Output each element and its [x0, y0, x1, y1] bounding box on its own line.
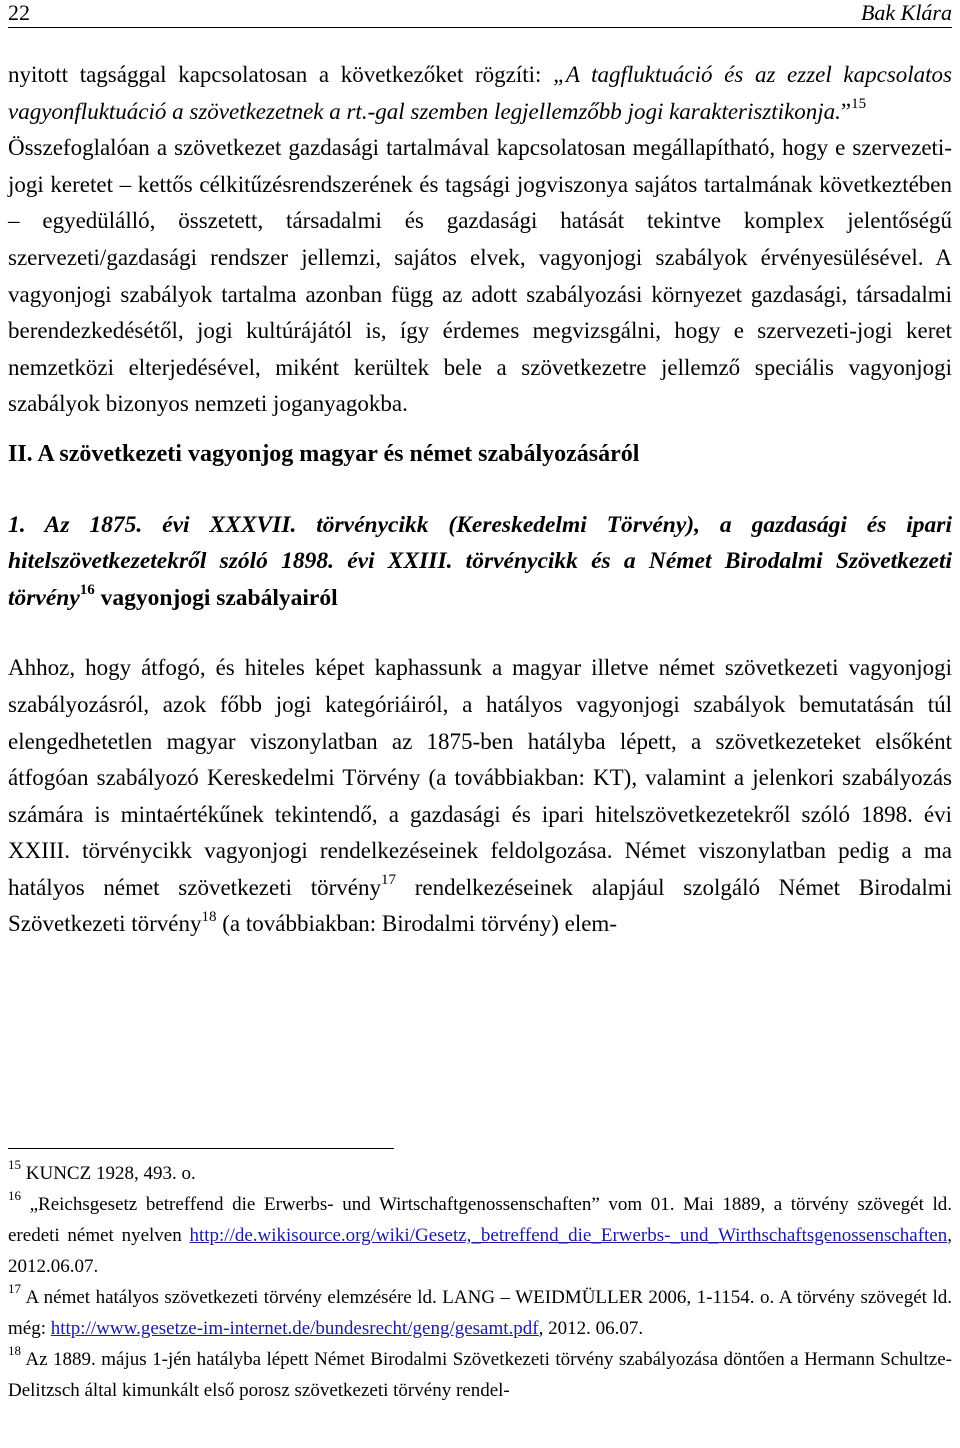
quotation-close: ” — [840, 98, 852, 124]
footnote-16-text: „Reichsgesetz betreffend die Erwerbs- und Wirtschaftgenossenschaften” vom 01. Mai 1889, a törvény szövegét ld. eredeti német nyelven — [8, 1194, 952, 1246]
paragraph-3 — [8, 650, 952, 943]
footnote-separator — [8, 1148, 394, 1149]
page-number: 22 — [8, 0, 30, 25]
main-text — [8, 57, 952, 943]
footnote-16 — [8, 1189, 952, 1282]
footnote-17-link[interactable]: http://www.gesetze-im-internet.de/bundesrecht/geng/gesamt.pdf — [50, 1318, 539, 1339]
footnote-15 — [8, 1158, 952, 1189]
paragraph-2: Összefoglalóan a szövetkezet gazdasági tartalmával kapcsolatosan megállapítható, hogy e szervezeti-jogi keretet – kettős célkitűzésrendszerének és tagsági jogviszonya sajátos tartalmának következtében – egyedülálló, összetett, társadalmi és gazdasági hatását tekintve komplex jelentőségű szervezeti/gazdasági rendszer jellemzi, sajátos elvek, vagyonjogi szabályok érvényesülésével. A vagyonjogi szabályok tartalma azonban függ az adott szabályozási környezet gazdasági, társadalmi berendezkedésétől, jogi kultúrájától is, így érdemes megvizsgálni, hogy e szervezeti-jogi keret nemzetközi elterjedésével, miként kerültek bele a szövetkezetre jellemző speciális vagyonjogi szabályok bizonyos nemzeti joganyagokba. — [8, 135, 952, 417]
paragraph-3-text-a: Ahhoz, hogy átfogó, és hiteles képet kaphassunk a magyar illetve német szövetkezeti vagyonjogi szabályozásról, azok főbb jogi kategóriáiról, a hatályos vagyonjogi szabályok bemutatásán túl elengedhetetlen magyar viszonylatban az 1875-ben hatályba lépett, a szövetkezeteket elsőként átfogóan szabályozó Kereskedelmi Törvény (a továbbiakban: KT), valamint a jelenkori szabályozás számára is mintaértékűnek tekintendő, a gazdasági és ipari hitelszövetkezetekről szóló 1898. évi XXIII. törvénycikk vagyonjogi rendelkezéseinek feldolgozása. Német viszonylatban pedig a ma hatályos német szövetkezeti törvény — [8, 655, 952, 900]
subsection-heading — [8, 507, 952, 617]
footnote-ref-18: 18 — [201, 908, 217, 925]
subsection-heading-text: 1. Az 1875. évi XXXVII. törvénycikk (Kereskedelmi Törvény), a gazdasági és ipari hitelszövetkezetekről szóló 1898. évi XXIII. törvénycikk és a Német Birodalmi Szövetkezeti törvény — [8, 511, 952, 611]
paragraph-3-text-b: rendelkezéseinek alapjául szolgáló Német Birodalmi Szövetkezeti törvény — [8, 874, 952, 937]
footnote-17 — [8, 1282, 952, 1344]
section-heading: II. A szövetkezeti vagyonjog magyar és német szabályozásáról — [8, 440, 640, 467]
footnote-15-number: 15 — [8, 1156, 21, 1172]
paragraph-1 — [8, 57, 952, 130]
footnote-18-number: 18 — [8, 1342, 21, 1358]
footnote-16-tail: , 2012.06.07. — [8, 1225, 952, 1277]
footnotes — [8, 1158, 952, 1406]
page-header — [8, 0, 952, 28]
footnote-ref-15: 15 — [851, 95, 867, 112]
footnote-17-number: 17 — [8, 1280, 21, 1296]
running-head-author: Bak Klára — [860, 0, 952, 25]
footnote-16-link[interactable]: http://de.wikisource.org/wiki/Gesetz,_betreffend_die_Erwerbs-_und_Wirthschaftsgenossenschaften — [189, 1225, 948, 1246]
footnote-17-tail: , 2012. 06.07. — [538, 1318, 644, 1339]
paragraph-3-text-c: (a továbbiakban: Birodalmi törvény) elem- — [216, 911, 617, 937]
footnote-ref-17: 17 — [380, 872, 396, 889]
paragraph-1-text: nyitott tagsággal kapcsolatosan a következőket rögzíti: — [8, 62, 554, 87]
footnote-17-text: A német hatályos szövetkezeti törvény elemzésére ld. LANG – WEIDMÜLLER 2006, 1-1154. o. A törvény szövegét ld. még: — [8, 1287, 952, 1339]
subsection-heading-tail: vagyonjogi szabályairól — [94, 584, 338, 611]
footnote-16-number: 16 — [8, 1187, 21, 1203]
footnote-15-text: KUNCZ 1928, 493. o. — [21, 1163, 196, 1184]
footnote-18-text: Az 1889. május 1-jén hatályba lépett Német Birodalmi Szövetkezeti törvény szabályozása döntően a Hermann Schultze-Delitzsch által kimunkált első porosz szövetkezeti törvény rendel- — [8, 1349, 952, 1401]
quotation: „A tagfluktuáció és az ezzel kapcsolatos vagyonfluktuáció a szövetkezetnek a rt.-gal szemben legjellemzőbb jogi karakterisztikonja. — [8, 62, 952, 124]
footnote-18 — [8, 1344, 952, 1406]
footnote-ref-16: 16 — [79, 581, 95, 598]
